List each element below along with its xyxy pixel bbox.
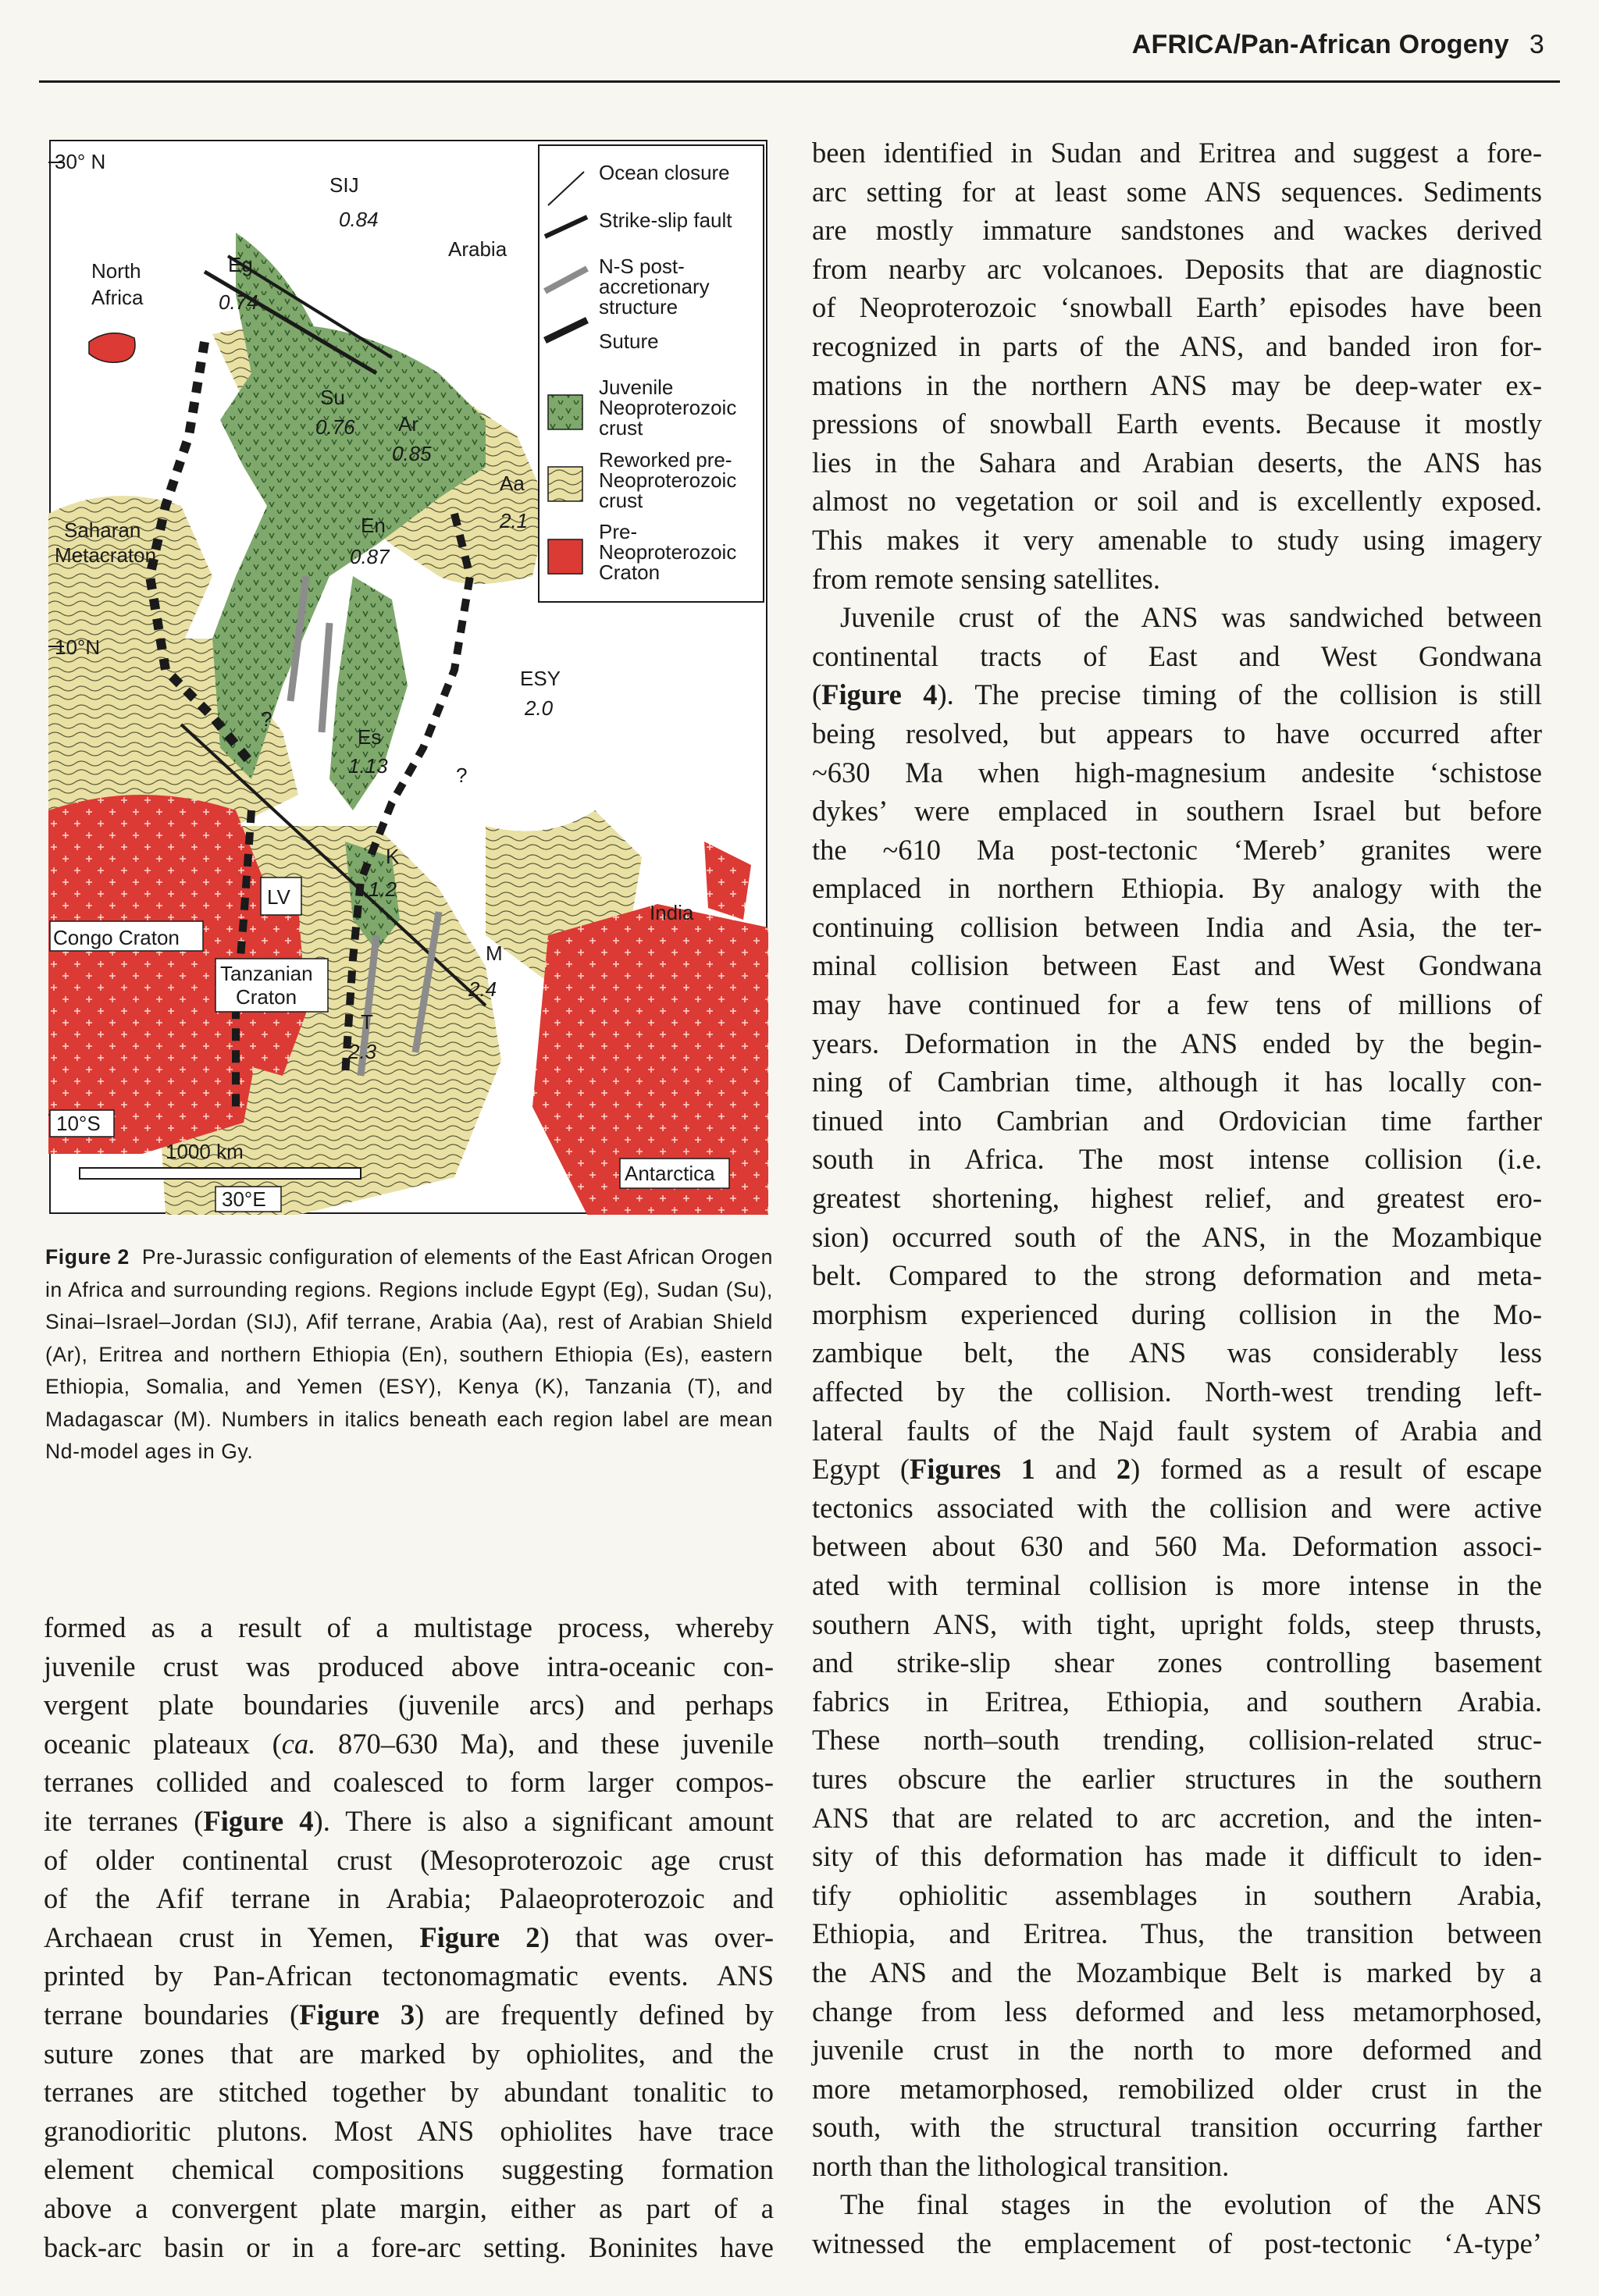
text-line: terranes are stitched together by abundant tonalitic to	[44, 2076, 774, 2109]
text-line: continuing collision between India and Asia, the ter-	[812, 910, 1542, 943]
label-ar: Ar	[398, 412, 418, 436]
legend-strike-slip: Strike-slip fault	[599, 208, 732, 232]
label-aa: Aa	[500, 472, 525, 495]
text-line: the ANS and the Mozambique Belt is marked by a	[812, 1956, 1542, 1988]
text-line: ~630 Ma when high-magnesium andesite ‘schistose	[812, 756, 1542, 788]
text-line: This makes it very amenable to study using imagery	[812, 523, 1542, 556]
legend-reworked-2: Neoproterozoic	[599, 468, 737, 492]
text-line: from remote sensing satellites.	[812, 562, 1161, 595]
label-metacraton: Metacraton	[55, 543, 157, 567]
text-line: back-arc basin or in a fore-arc setting. Boninites have	[44, 2230, 774, 2263]
text-line: belt. Compared to the strong deformation and meta-	[812, 1259, 1542, 1292]
text-line: (Figure 4). The precise timing of the collision is still	[812, 678, 1542, 711]
text-line: fabrics in Eritrea, Ethiopia, and southern Arabia.	[812, 1685, 1542, 1718]
label-eg: Eg	[228, 253, 253, 276]
label-lv: LV	[267, 885, 290, 909]
text-line: of older continental crust (Mesoproterozoic age crust	[44, 1843, 774, 1876]
legend-juvenile-2: Neoproterozoic	[599, 396, 737, 419]
label-africa: Africa	[91, 286, 144, 309]
label-sij: SIJ	[329, 173, 359, 197]
reworked-swatch	[548, 467, 582, 501]
text-line: change from less deformed and less metamorphosed,	[812, 1995, 1542, 2027]
text-line: Juvenile crust of the ANS was sandwiched between	[840, 601, 1542, 634]
legend-craton-2: Neoproterozoic	[599, 540, 737, 564]
text-line: north than the lithological transition.	[812, 2149, 1230, 2182]
text-line: more metamorphosed, remobilized older crust in the	[812, 2072, 1542, 2105]
label-m: M	[486, 942, 503, 965]
text-line: arc setting for at least some ANS sequences. Sediments	[812, 175, 1542, 208]
label-30n: 30° N	[55, 150, 106, 173]
text-line: tify ophiolitic assemblages in southern Arabia,	[812, 1878, 1542, 1911]
page-number: 3	[1529, 30, 1544, 59]
text-line: above a convergent plate margin, either as part of a	[44, 2191, 774, 2224]
text-line: may have continued for a few tens of millions of	[812, 988, 1542, 1021]
label-k: K	[386, 845, 400, 868]
text-line: being resolved, but appears to have occurred after	[812, 717, 1542, 749]
legend-ocean-closure: Ocean closure	[599, 161, 730, 184]
label-su-age: 0.76	[315, 415, 355, 439]
label-congo-craton: Congo Craton	[53, 926, 180, 949]
text-line: oceanic plateaux (ca. 870–630 Ma), and these juvenile	[44, 1727, 774, 1760]
label-arabia: Arabia	[448, 237, 507, 261]
text-line: tures obscure the earlier structures in the southern	[812, 1762, 1542, 1795]
text-line: The final stages in the evolution of the ANS	[840, 2188, 1542, 2221]
text-line: element chemical compositions suggesting formation	[44, 2153, 774, 2186]
text-line: morphism experienced during collision in the Mo-	[812, 1298, 1542, 1330]
label-k-age: 1.2	[369, 877, 397, 901]
label-30e: 30°E	[222, 1187, 266, 1211]
scale-bar	[80, 1168, 361, 1179]
label-es-age: 1.13	[348, 754, 388, 778]
text-line: and strike-slip shear zones controlling basement	[812, 1646, 1542, 1679]
text-line: from nearby arc volcanoes. Deposits that are diagnostic	[812, 252, 1542, 285]
question-mark-east: ?	[456, 764, 468, 787]
legend-reworked-1: Reworked pre-	[599, 448, 732, 472]
text-line: Ethiopia, and Eritrea. Thus, the transition between	[812, 1917, 1542, 1950]
text-line: ite terranes (Figure 4). There is also a significant amount	[44, 1804, 774, 1837]
text-line: pressions of snowball Earth events. Because it mostly	[812, 408, 1542, 440]
label-north: North	[91, 259, 141, 283]
text-line: zambique belt, the ANS was considerably less	[812, 1337, 1542, 1369]
label-esy: ESY	[520, 667, 561, 690]
legend-ns-2: accretionary	[599, 275, 710, 298]
label-antarctica: Antarctica	[625, 1162, 715, 1185]
label-en-age: 0.87	[350, 545, 390, 568]
east-african-orogen-map	[48, 139, 768, 1215]
text-line: affected by the collision. North-west trending left-	[812, 1376, 1542, 1408]
text-line: are mostly immature sandstones and wackes derived	[812, 214, 1542, 247]
label-10s: 10°S	[56, 1112, 101, 1135]
text-line: continental tracts of East and West Gondwana	[812, 639, 1542, 672]
right-column-text	[812, 133, 1542, 2263]
text-line: Archaean crust in Yemen, Figure 2) that was over-	[44, 1920, 774, 1953]
text-line: printed by Pan-African tectonomagmatic events. ANS	[44, 1960, 774, 1992]
legend-juvenile-3: crust	[599, 416, 643, 440]
legend-suture: Suture	[599, 329, 659, 353]
juvenile-swatch	[548, 395, 582, 429]
text-line: sity of this deformation has made it difficult to iden-	[812, 1840, 1542, 1873]
north-africa-craton-blob	[89, 333, 135, 363]
text-line: greatest shortening, highest relief, and greatest ero-	[812, 1182, 1542, 1215]
legend-craton-3: Craton	[599, 561, 661, 584]
running-title: AFRICA/Pan-African Orogeny	[1131, 30, 1509, 59]
text-line: These north–south trending, collision-related struc-	[812, 1724, 1542, 1757]
text-line: been identified in Sudan and Eritrea and suggest a fore-	[812, 137, 1542, 169]
text-line: years. Deformation in the ANS ended by the begin-	[812, 1027, 1542, 1059]
text-line: terranes collided and coalesced to form larger compos-	[44, 1766, 774, 1799]
label-es: Es	[358, 725, 382, 749]
text-line: mations in the northern ANS may be deep-water ex-	[812, 368, 1542, 401]
label-sij-age: 0.84	[339, 208, 379, 231]
text-line: terrane boundaries (Figure 3) are frequently defined by	[44, 1998, 775, 2031]
caption-label: Figure 2	[45, 1245, 130, 1269]
text-line: tinued into Cambrian and Ordovician time farther	[812, 1104, 1542, 1137]
label-m-age: 2.4	[468, 977, 497, 1001]
figure-2-map	[48, 139, 768, 1215]
text-line: recognized in parts of the ANS, and banded iron for-	[812, 329, 1542, 362]
legend-ns-1: N-S post-	[599, 255, 685, 278]
text-line: tectonics associated with the collision and were active	[812, 1491, 1542, 1524]
text-line: suture zones that are marked by ophiolites, and the	[44, 2037, 774, 2070]
text-line: emplaced in northern Ethiopia. By analogy with the	[812, 872, 1542, 905]
question-mark-west: ?	[261, 707, 272, 731]
text-line: ated with terminal collision is more intense in the	[812, 1568, 1542, 1601]
label-t: T	[361, 1010, 373, 1034]
text-line: lateral faults of the Najd fault system of Arabia and	[812, 1414, 1542, 1447]
text-line: juvenile crust was produced above intra-oceanic con-	[44, 1650, 774, 1682]
text-line: of the Afif terrane in Arabia; Palaeoproterozoic and	[44, 1882, 774, 1915]
legend-ns-3: structure	[599, 295, 678, 319]
label-su: Su	[320, 386, 345, 409]
legend-craton-1: Pre-	[599, 520, 638, 543]
text-line: witnessed the emplacement of post-tectonic ‘A-type’	[812, 2227, 1542, 2260]
text-line: south, with the structural transition occurring farther	[812, 2111, 1542, 2144]
text-line: granodioritic plutons. Most ANS ophiolites have trace	[44, 2114, 774, 2147]
text-line: ning of Cambrian time, although it has locally con-	[812, 1066, 1542, 1098]
text-line: Egypt (Figures 1 and 2) formed as a result of escape	[812, 1453, 1543, 1486]
text-line: the ~610 Ma post-tectonic ‘Mereb’ granites were	[812, 833, 1542, 866]
label-esy-age: 2.0	[525, 696, 554, 720]
text-line: dykes’ were emplaced in southern Israel but before	[812, 795, 1542, 828]
left-column-text	[44, 1608, 774, 2266]
label-tanzanian-craton: Craton	[236, 985, 297, 1009]
text-line: southern ANS, with tight, upright folds, steep thrusts,	[812, 1607, 1542, 1640]
label-india: India	[650, 901, 694, 924]
text-line: of Neoproterozoic ‘snowball Earth’ episodes have been	[812, 291, 1542, 324]
text-line: formed as a result of a multistage process, whereby	[44, 1611, 774, 1643]
text-line: lies in the Sahara and Arabian deserts, the ANS has	[812, 446, 1542, 479]
text-line: ANS that are related to arc accretion, and the inten-	[812, 1801, 1542, 1834]
label-tanzanian: Tanzanian	[220, 962, 313, 985]
label-10n: 10°N	[55, 635, 101, 659]
label-en: En	[361, 514, 386, 537]
text-line: south in Africa. The most intense collision (i.e.	[812, 1143, 1542, 1176]
text-line: sion) occurred south of the ANS, in the Mozambique	[812, 1220, 1542, 1253]
legend-juvenile-1: Juvenile	[599, 376, 674, 399]
craton-swatch	[548, 539, 582, 574]
text-line: minal collision between East and West Gondwana	[812, 949, 1542, 982]
label-ar-age: 0.85	[392, 442, 432, 465]
text-line: juvenile crust in the north to more deformed and	[812, 2034, 1542, 2066]
label-eg-age: 0.74	[219, 290, 258, 314]
label-aa-age: 2.1	[500, 509, 529, 532]
legend-reworked-3: crust	[599, 489, 643, 512]
text-line: vergent plate boundaries (juvenile arcs) and perhaps	[44, 1689, 774, 1721]
text-line: almost no vegetation or soil and is excellently exposed.	[812, 485, 1542, 518]
running-header	[0, 30, 1599, 61]
label-scale: 1000 km	[166, 1140, 244, 1163]
header-rule	[39, 80, 1560, 83]
label-saharan: Saharan	[64, 518, 141, 542]
figure-caption	[45, 1241, 773, 1468]
label-t-age: 2.3	[348, 1040, 377, 1063]
text-line: between about 630 and 560 Ma. Deformation associ-	[812, 1530, 1542, 1563]
caption-text: Pre-Jurassic configuration of elements of the East African Orogen in Africa and surrounding regions. Regions include Egypt (Eg), Sudan (Su), Sinai–Israel–Jordan (SIJ), Afif terrane, Arabia (Aa), rest of Arabian Shield (Ar), Eritrea and northern Ethiopia (En), southern Ethiopia (Es), eastern Ethiopia, Somalia, and Yemen (ESY), Kenya (K), Tanzania (T), and Madagascar (M). Numbers in italics beneath each region label are mean Nd-model ages in Gy.	[45, 1245, 773, 1463]
